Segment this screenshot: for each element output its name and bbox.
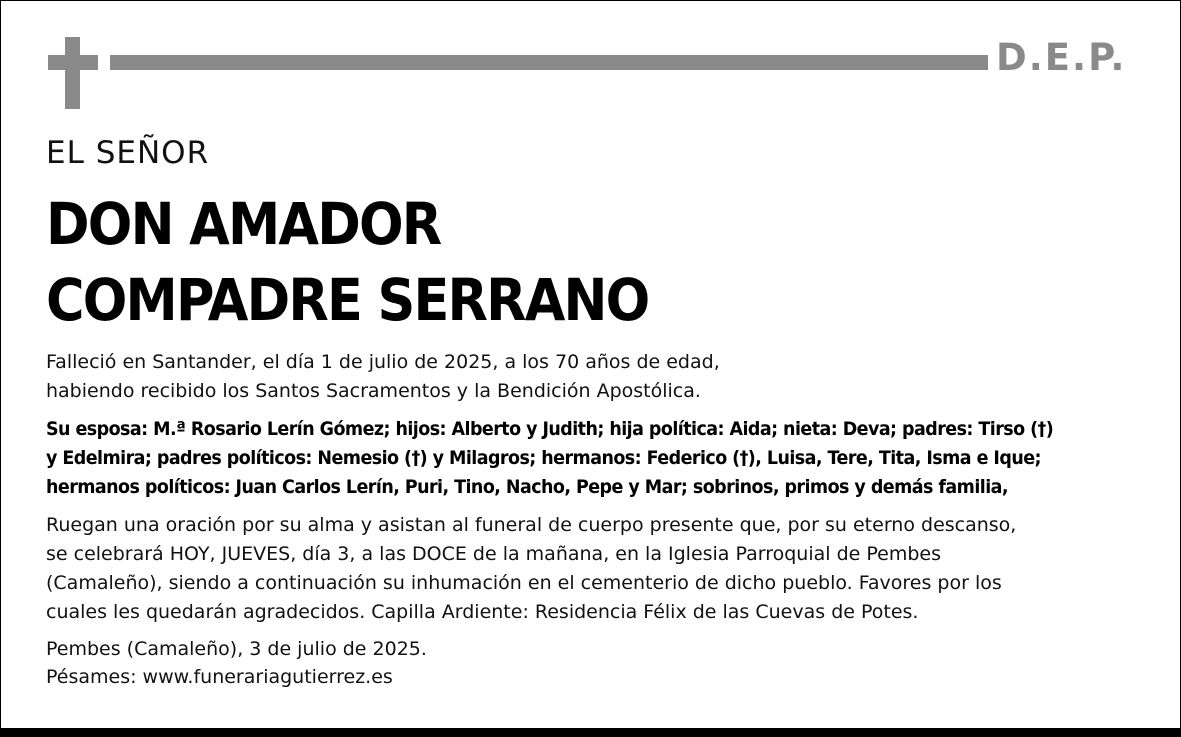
dep-label: D.E.P.: [996, 36, 1127, 79]
name-line-2: COMPADRE SERRANO: [46, 266, 649, 334]
request-line: (Camaleño), siendo a continuación su inhumación en el cementerio de dicho pueblo. Favores por los: [46, 572, 1002, 594]
death-line: habiendo recibido los Santos Sacramentos y la Bendición Apostólica.: [46, 380, 701, 402]
request-line: Ruegan una oración por su alma y asistan al funeral de cuerpo presente que, por su eterno descanso,: [46, 514, 1017, 536]
condolences-website: Pésames: www.funerariagutierrez.es: [46, 666, 393, 688]
death-paragraph: [46, 348, 720, 406]
deceased-name: [46, 186, 648, 338]
cross-icon: [48, 37, 98, 109]
family-paragraph: [46, 415, 1053, 502]
family-line: hermanos políticos: Juan Carlos Lerín, Puri, Tino, Nacho, Pepe y Mar; sobrinos, primos y demás familia,: [46, 476, 1008, 498]
place-date: Pembes (Camaleño), 3 de julio de 2025.: [46, 638, 427, 660]
family-line: y Edelmira; padres políticos: Nemesio (†) y Milagros; hermanos: Federico (†), Luisa, Tere, Tita, Isma e Ique;: [46, 447, 1041, 469]
family-line: Su esposa: M.ª Rosario Lerín Gómez; hijos: Alberto y Judith; hija política: Aida; nieta: Deva; padres: Tirso (†): [46, 418, 1054, 440]
name-line-1: DON AMADOR: [46, 190, 441, 258]
death-line: Falleció en Santander, el día 1 de julio de 2025, a los 70 años de edad,: [46, 351, 720, 373]
bottom-border: [0, 728, 1181, 737]
honorific: EL SEÑOR: [46, 135, 210, 171]
request-line: cuales les quedarán agradecidos. Capilla Ardiente: Residencia Félix de las Cuevas de Potes.: [46, 601, 919, 623]
funeral-request-paragraph: [46, 511, 1016, 627]
request-line: se celebrará HOY, JUEVES, día 3, a las DOCE de la mañana, en la Iglesia Parroquial de Pembes: [46, 543, 941, 565]
header-rule: [110, 55, 988, 70]
